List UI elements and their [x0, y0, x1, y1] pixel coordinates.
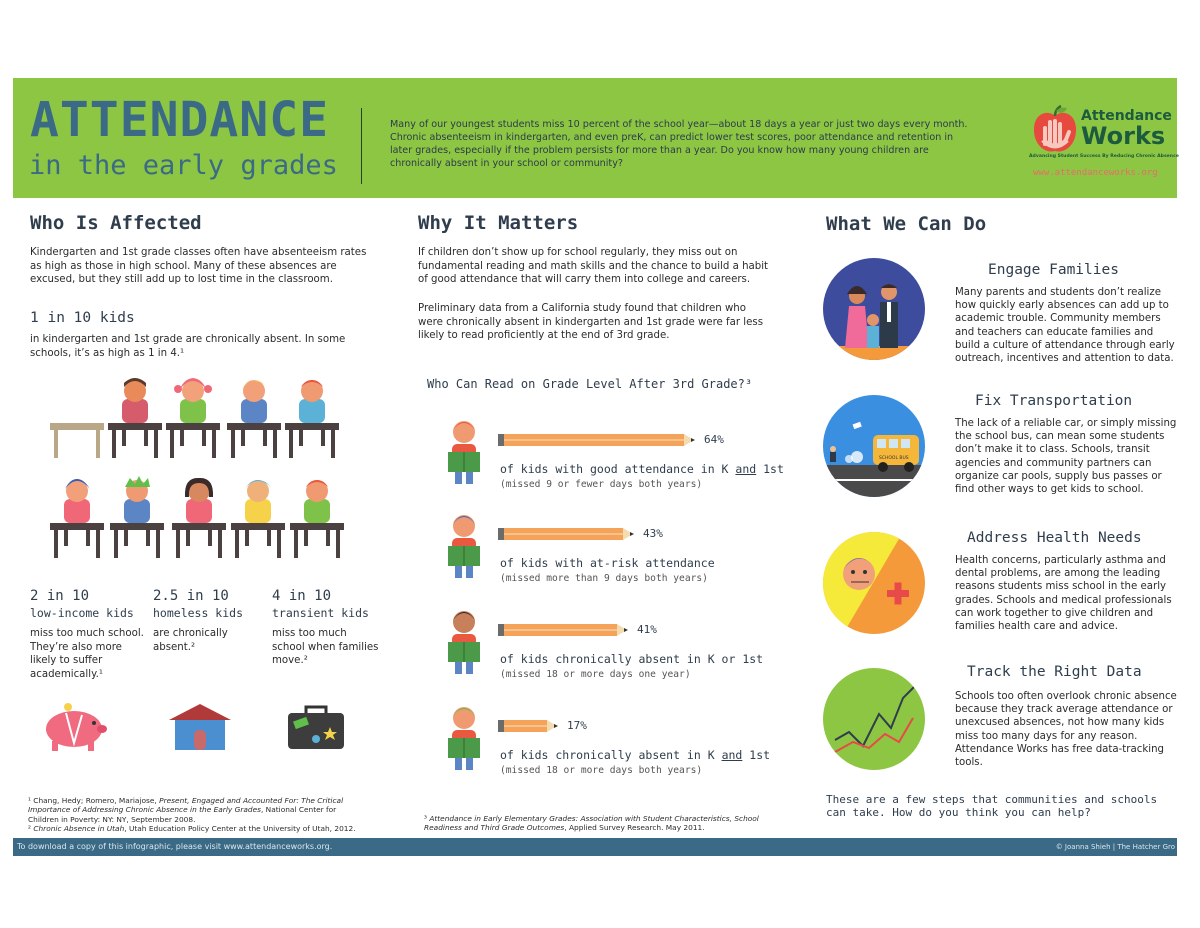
- bar-value-label: 17%: [567, 719, 587, 732]
- bar-category-note: (missed 9 or fewer days both years): [500, 479, 703, 490]
- fix-transportation-text: The lack of a reliable car, or simply missing the school bus, can mean some students don’t make it to class. Schools, transit agencies and community partners can organize car pools, supply bus passes or find other ways to get kids to school.: [955, 418, 1177, 496]
- footnote-3-publisher: , Applied Survey Research. May 2011.: [564, 823, 705, 833]
- logo-text-works: Works: [1081, 122, 1166, 150]
- stat-low-income-text: miss too much school. They’re also more likely to suffer academically.¹: [30, 628, 144, 680]
- bar-category-label: of kids with good attendance in K and 1st: [500, 462, 784, 476]
- pencil-bar: [498, 433, 700, 447]
- page-subtitle: in the early grades: [29, 150, 338, 181]
- footnote-2-marker: ²: [28, 824, 34, 833]
- footnote-1: [28, 796, 348, 824]
- engage-families-title: Engage Families: [988, 262, 1119, 278]
- page-title: ATTENDANCE: [30, 92, 329, 148]
- footnote-1-title: Present, Engaged and Accounted For: The Critical Importance of Addressing Chronic Absence in the Early Grades: [28, 796, 344, 815]
- student-desk-icon: [227, 380, 281, 458]
- logo-url-link[interactable]: www.attendanceworks.org: [1033, 168, 1158, 178]
- stat-homeless-figure: 2.5 in 10: [153, 588, 229, 604]
- stat-homeless-label: homeless kids: [153, 606, 244, 620]
- family-illustration: [823, 258, 925, 360]
- bar-value-label: 64%: [704, 433, 724, 446]
- data-chart-illustration: [823, 668, 925, 770]
- logo-text-attendance: Attendance: [1081, 108, 1172, 124]
- reading-child-icon: [442, 416, 486, 490]
- why-matters-title: Why It Matters: [418, 212, 579, 234]
- header-divider: [361, 108, 362, 184]
- school-bus-illustration: [823, 395, 925, 497]
- footnote-2: [28, 824, 368, 833]
- why-matters-paragraph-2: Preliminary data from a California study found that children who were chronically absent in kindergarten and 1st grade were far less likely to read proficiently at the end of 3rd grade.: [418, 303, 764, 341]
- apple-hand-icon: [1029, 104, 1081, 156]
- student-desk-icon: [108, 378, 162, 458]
- health-illustration: [823, 532, 925, 634]
- health-needs-title: Address Health Needs: [967, 530, 1142, 546]
- who-affected-title: Who Is Affected: [30, 212, 202, 234]
- student-desk-icon: [231, 480, 285, 558]
- footnote-1-authors: ¹ Chang, Hedy; Romero, Mariajose,: [28, 796, 160, 805]
- suitcase-icon: [286, 703, 346, 753]
- stat-transient-figure: 4 in 10: [272, 588, 332, 604]
- fix-transportation-title: Fix Transportation: [975, 393, 1133, 409]
- intro-text: Many of our youngest students miss 10 percent of the school year—about 18 days a year or just two days every month. Chronic absenteeism in kindergarten, and even preK, can predict lower test scores, poor attendance and retention in later grades, especially if the problem persists for more than a year. Do you know how many young children are chronically absent in your school or community?: [390, 119, 968, 169]
- student-desk-icon: [172, 478, 226, 558]
- classroom-desks-illustration: [44, 375, 364, 560]
- bus-sign-text: SCHOOL BUS: [879, 456, 909, 461]
- logo-tagline: Advancing Student Success By Reducing Chronic Absence: [1029, 154, 1179, 159]
- pencil-bar: [498, 527, 639, 541]
- bar-category-label: of kids with at-risk attendance: [500, 556, 715, 570]
- bar-category-note: (missed more than 9 days both years): [500, 573, 708, 584]
- empty-desk-icon: [50, 423, 104, 458]
- student-desk-icon: [290, 480, 344, 558]
- chart-title: Who Can Read on Grade Level After 3rd Grade?³: [427, 377, 753, 391]
- stat-homeless-text: are chronically absent.²: [153, 628, 228, 653]
- footnote-3: [424, 814, 794, 833]
- bar-category-label: of kids chronically absent in K or 1st: [500, 652, 764, 666]
- student-desk-icon: [110, 476, 164, 558]
- bar-category-note: (missed 18 or more days both years): [500, 765, 703, 776]
- pencil-bar: [498, 719, 563, 733]
- footnote-2-title: Chronic Absence in Utah: [33, 824, 125, 833]
- stat-low-income-figure: 2 in 10: [30, 588, 90, 604]
- bar-value-label: 41%: [637, 623, 657, 636]
- track-data-title: Track the Right Data: [967, 664, 1142, 680]
- student-desk-icon: [166, 378, 220, 458]
- footnote-2-publisher: , Utah Education Policy Center at the University of Utah, 2012.: [124, 824, 356, 833]
- stat-transient-label: transient kids: [272, 606, 369, 620]
- bar-category-note: (missed 18 or more days one year): [500, 669, 691, 680]
- piggy-bank-icon: [38, 703, 110, 753]
- health-needs-text: Health concerns, particularly asthma and dental problems, are among the leading reasons students miss school in the early grades. Schools and medical professionals can work together to give children and families health care and advice.: [955, 555, 1172, 633]
- reading-child-icon: [442, 606, 486, 680]
- closing-question: These are a few steps that communities and schools can take. How do you think you can help?: [826, 793, 1158, 819]
- one-in-ten-headline: 1 in 10 kids: [30, 310, 135, 326]
- who-affected-intro: Kindergarten and 1st grade classes often have absenteeism rates as high as those in high school. Many of these absences are excused, but they still add up to lost time in the classroom.: [30, 247, 367, 285]
- pencil-bar: [498, 623, 633, 637]
- bar-value-label: 43%: [643, 527, 663, 540]
- student-desk-icon: [50, 479, 104, 558]
- student-desk-icon: [285, 380, 339, 458]
- footer-bar: [13, 838, 1177, 856]
- attendance-works-logo[interactable]: [1027, 92, 1179, 192]
- track-data-text: Schools too often overlook chronic absence because they track average attendance or unexcused absences, not how many kids miss too many days for any reason. Attendance Works has free data-tracking tools.: [955, 691, 1177, 769]
- footnote-3-title: Attendance in Early Elementary Grades: Association with Student Characteristics, School Readiness and Third Grade Outcomes: [424, 814, 759, 833]
- header-banner: [13, 78, 1177, 198]
- what-we-can-do-title: What We Can Do: [826, 213, 987, 235]
- footnote-1-publisher: , National Center for Children in Poverty: NY: NY, September 2008.: [28, 805, 337, 824]
- download-link-text[interactable]: To download a copy of this infographic, please visit www.attendanceworks.org.: [17, 842, 333, 851]
- footnote-3-marker: ³: [424, 814, 430, 823]
- engage-families-text: Many parents and students don’t realize how quickly early absences can add up to academic trouble. Community members and teachers can educate families and build a culture of attendance through early outreach, incentives and attention to data.: [955, 287, 1175, 365]
- one-in-ten-text: in kindergarten and 1st grade are chronically absent. In some schools, it’s as high as 1 in 4.¹: [30, 334, 346, 359]
- bar-category-label: of kids chronically absent in K and 1st: [500, 748, 771, 762]
- reading-child-icon: [442, 702, 486, 776]
- credit-text: © Joanna Shieh | The Hatcher Gro: [1055, 843, 1175, 851]
- stat-low-income-label: low-income kids: [30, 606, 134, 620]
- why-matters-paragraph-1: If children don’t show up for school regularly, they miss out on fundamental reading and math skills and the chance to build a habit of good attendance that will carry them into college and careers.: [418, 247, 769, 285]
- stat-transient-text: miss too much school when families move.²: [272, 628, 379, 666]
- house-icon: [165, 702, 235, 752]
- reading-child-icon: [442, 510, 486, 584]
